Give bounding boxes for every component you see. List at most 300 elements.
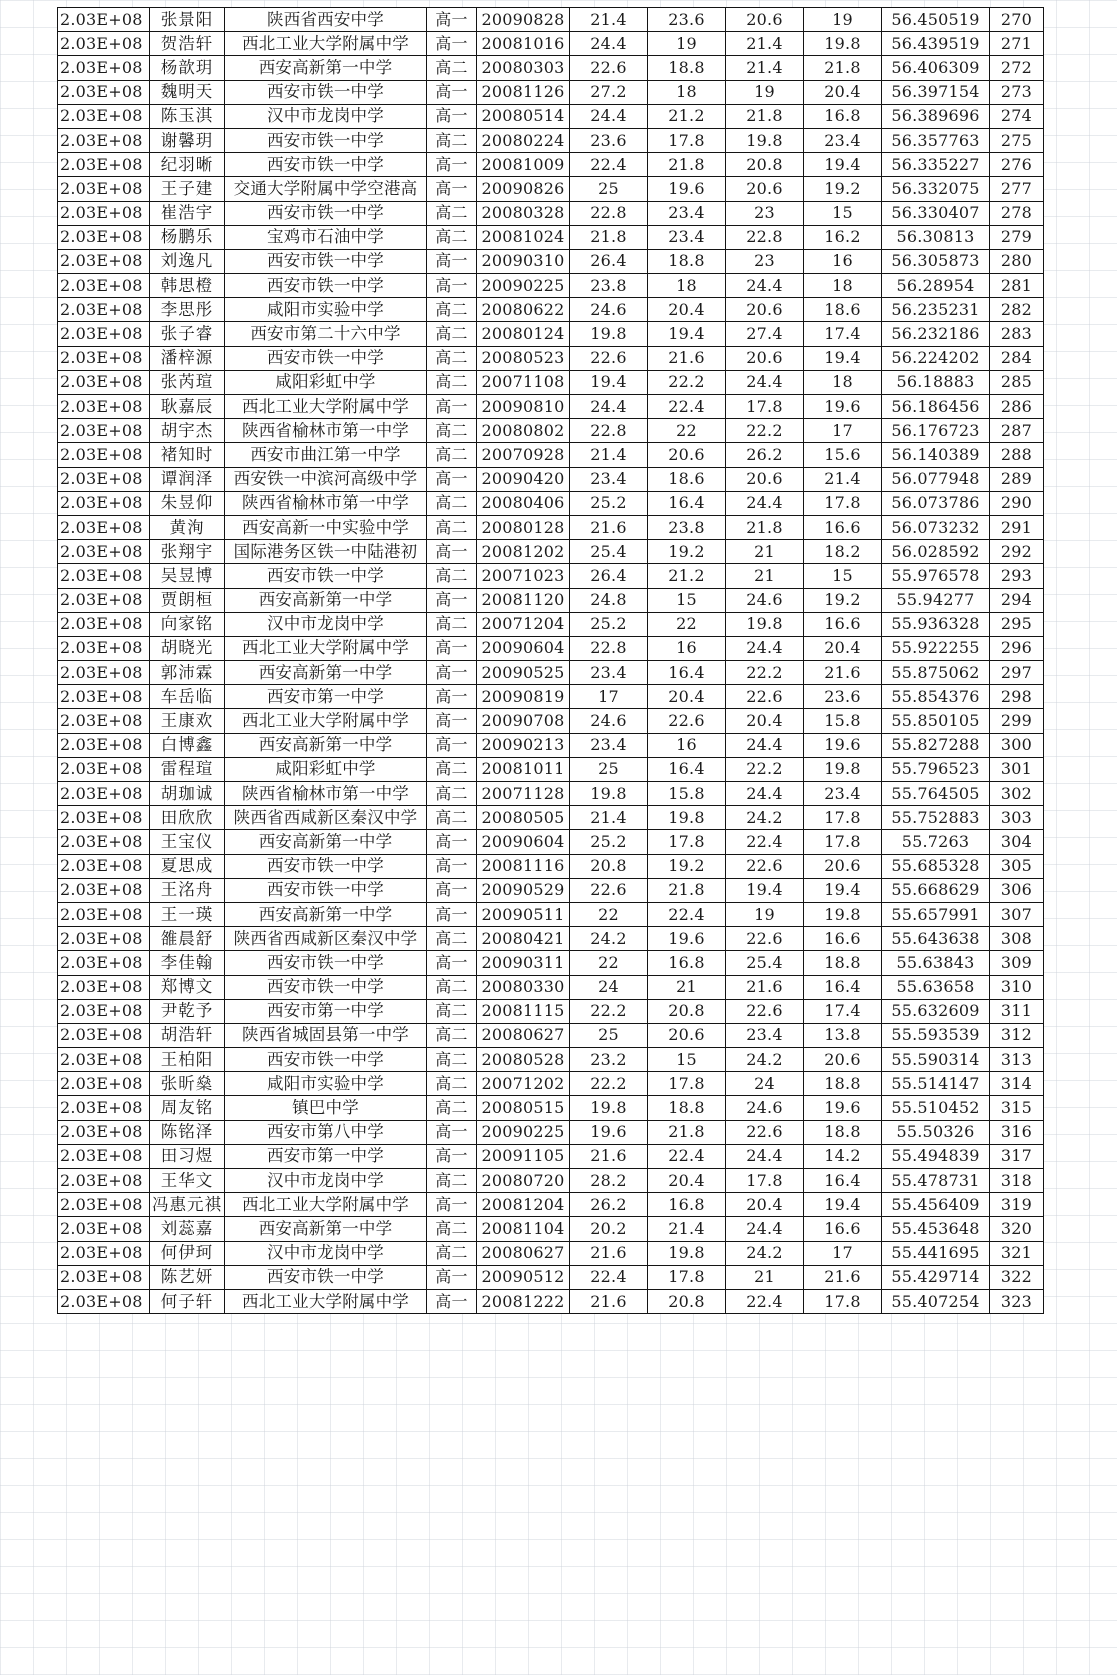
id-cell: 2.03E+08: [58, 709, 150, 733]
birthdate-cell: 20080505: [477, 806, 570, 830]
score-3-cell: 24.4: [726, 782, 804, 806]
rank-cell: 283: [990, 322, 1044, 346]
score-1-cell: 27.2: [570, 80, 648, 104]
school-cell: 西北工业大学附属中学: [225, 709, 427, 733]
name-cell: 车岳临: [150, 685, 225, 709]
school-cell: 陕西省西咸新区秦汉中学: [225, 927, 427, 951]
birthdate-cell: 20090310: [477, 249, 570, 273]
score-1-cell: 23.6: [570, 128, 648, 152]
school-cell: 陕西省榆林市第一中学: [225, 419, 427, 443]
score-4-cell: 23.6: [804, 685, 882, 709]
total-score-cell: 55.850105: [882, 709, 990, 733]
rank-cell: 280: [990, 249, 1044, 273]
name-cell: 张芮瑄: [150, 370, 225, 394]
total-score-cell: 55.453648: [882, 1217, 990, 1241]
rank-cell: 306: [990, 878, 1044, 902]
score-4-cell: 16.6: [804, 927, 882, 951]
score-2-cell: 18: [648, 80, 726, 104]
score-1-cell: 24: [570, 975, 648, 999]
score-3-cell: 21: [726, 564, 804, 588]
total-score-cell: 56.140389: [882, 443, 990, 467]
name-cell: 杨歆玥: [150, 56, 225, 80]
score-1-cell: 22.8: [570, 201, 648, 225]
rank-cell: 291: [990, 515, 1044, 539]
school-cell: 西安市铁一中学: [225, 153, 427, 177]
total-score-cell: 56.073786: [882, 491, 990, 515]
table-row: [58, 153, 1044, 177]
name-cell: 夏思成: [150, 854, 225, 878]
birthdate-cell: 20081116: [477, 854, 570, 878]
rank-cell: 271: [990, 32, 1044, 56]
table-row: [58, 636, 1044, 660]
grade-cell: 高一: [427, 709, 477, 733]
name-cell: 雷程瑄: [150, 757, 225, 781]
id-cell: 2.03E+08: [58, 1072, 150, 1096]
name-cell: 谢馨玥: [150, 128, 225, 152]
score-2-cell: 18.8: [648, 1096, 726, 1120]
score-2-cell: 19.6: [648, 177, 726, 201]
birthdate-cell: 20081016: [477, 32, 570, 56]
score-4-cell: 16.4: [804, 1169, 882, 1193]
birthdate-cell: 20081009: [477, 153, 570, 177]
total-score-cell: 56.330407: [882, 201, 990, 225]
grade-cell: 高二: [427, 1096, 477, 1120]
score-1-cell: 23.4: [570, 467, 648, 491]
score-2-cell: 16.4: [648, 757, 726, 781]
score-2-cell: 21.6: [648, 346, 726, 370]
id-cell: 2.03E+08: [58, 225, 150, 249]
score-2-cell: 23.4: [648, 225, 726, 249]
total-score-cell: 55.632609: [882, 999, 990, 1023]
score-2-cell: 16: [648, 733, 726, 757]
score-2-cell: 21.4: [648, 1217, 726, 1241]
total-score-cell: 56.397154: [882, 80, 990, 104]
total-score-cell: 56.30813: [882, 225, 990, 249]
grade-cell: 高一: [427, 902, 477, 926]
table-row: [58, 902, 1044, 926]
school-cell: 西北工业大学附属中学: [225, 1289, 427, 1313]
name-cell: 王一瑛: [150, 902, 225, 926]
score-3-cell: 19: [726, 902, 804, 926]
score-2-cell: 15.8: [648, 782, 726, 806]
birthdate-cell: 20081120: [477, 588, 570, 612]
birthdate-cell: 20071204: [477, 612, 570, 636]
score-2-cell: 22: [648, 612, 726, 636]
score-1-cell: 22.2: [570, 999, 648, 1023]
rank-cell: 284: [990, 346, 1044, 370]
table-row: [58, 757, 1044, 781]
birthdate-cell: 20080421: [477, 927, 570, 951]
id-cell: 2.03E+08: [58, 177, 150, 201]
score-1-cell: 26.4: [570, 249, 648, 273]
id-cell: 2.03E+08: [58, 1144, 150, 1168]
id-cell: 2.03E+08: [58, 443, 150, 467]
score-3-cell: 19.8: [726, 128, 804, 152]
score-4-cell: 20.6: [804, 1048, 882, 1072]
score-2-cell: 21: [648, 975, 726, 999]
table-row: [58, 322, 1044, 346]
score-3-cell: 24.6: [726, 588, 804, 612]
score-2-cell: 23.8: [648, 515, 726, 539]
school-cell: 汉中市龙岗中学: [225, 104, 427, 128]
birthdate-cell: 20081204: [477, 1193, 570, 1217]
rank-cell: 298: [990, 685, 1044, 709]
rank-cell: 274: [990, 104, 1044, 128]
rank-cell: 314: [990, 1072, 1044, 1096]
score-1-cell: 26.2: [570, 1193, 648, 1217]
table-row: [58, 443, 1044, 467]
school-cell: 交通大学附属中学空港高: [225, 177, 427, 201]
school-cell: 陕西省西安中学: [225, 8, 427, 32]
table-row: [58, 128, 1044, 152]
score-1-cell: 22.4: [570, 1265, 648, 1289]
birthdate-cell: 20071108: [477, 370, 570, 394]
grade-cell: 高二: [427, 612, 477, 636]
school-cell: 西安市曲江第一中学: [225, 443, 427, 467]
score-4-cell: 17.8: [804, 491, 882, 515]
total-score-cell: 55.478731: [882, 1169, 990, 1193]
score-4-cell: 15.6: [804, 443, 882, 467]
grade-cell: 高二: [427, 1072, 477, 1096]
score-1-cell: 19.8: [570, 1096, 648, 1120]
score-1-cell: 24.6: [570, 709, 648, 733]
school-cell: 西北工业大学附属中学: [225, 636, 427, 660]
score-4-cell: 17.8: [804, 1289, 882, 1313]
school-cell: 汉中市龙岗中学: [225, 612, 427, 636]
school-cell: 咸阳市实验中学: [225, 1072, 427, 1096]
birthdate-cell: 20070928: [477, 443, 570, 467]
score-2-cell: 19.2: [648, 540, 726, 564]
grade-cell: 高二: [427, 782, 477, 806]
grade-cell: 高一: [427, 854, 477, 878]
birthdate-cell: 20081222: [477, 1289, 570, 1313]
table-row: [58, 1048, 1044, 1072]
school-cell: 陕西省榆林市第一中学: [225, 782, 427, 806]
total-score-cell: 56.224202: [882, 346, 990, 370]
name-cell: 胡珈诚: [150, 782, 225, 806]
total-score-cell: 56.18883: [882, 370, 990, 394]
score-1-cell: 22: [570, 902, 648, 926]
score-2-cell: 23.4: [648, 201, 726, 225]
total-score-cell: 55.94277: [882, 588, 990, 612]
birthdate-cell: 20081126: [477, 80, 570, 104]
birthdate-cell: 20080303: [477, 56, 570, 80]
name-cell: 张景阳: [150, 8, 225, 32]
total-score-cell: 55.936328: [882, 612, 990, 636]
score-1-cell: 24.8: [570, 588, 648, 612]
name-cell: 贺浩轩: [150, 32, 225, 56]
school-cell: 西安市铁一中学: [225, 951, 427, 975]
name-cell: 褚知时: [150, 443, 225, 467]
rank-cell: 295: [990, 612, 1044, 636]
score-3-cell: 23: [726, 249, 804, 273]
grade-cell: 高一: [427, 733, 477, 757]
name-cell: 黄洵: [150, 515, 225, 539]
score-2-cell: 17.8: [648, 1072, 726, 1096]
birthdate-cell: 20090512: [477, 1265, 570, 1289]
id-cell: 2.03E+08: [58, 588, 150, 612]
name-cell: 张翔宇: [150, 540, 225, 564]
name-cell: 胡晓光: [150, 636, 225, 660]
grade-cell: 高二: [427, 515, 477, 539]
school-cell: 西安高新第一中学: [225, 902, 427, 926]
score-3-cell: 20.6: [726, 177, 804, 201]
total-score-cell: 55.827288: [882, 733, 990, 757]
total-score-cell: 55.643638: [882, 927, 990, 951]
name-cell: 谭润泽: [150, 467, 225, 491]
grade-cell: 高一: [427, 1265, 477, 1289]
score-1-cell: 19.8: [570, 322, 648, 346]
score-4-cell: 17.4: [804, 322, 882, 346]
table-row: [58, 1144, 1044, 1168]
table-row: [58, 733, 1044, 757]
birthdate-cell: 20090604: [477, 830, 570, 854]
score-3-cell: 24.4: [726, 370, 804, 394]
score-3-cell: 24.4: [726, 733, 804, 757]
score-1-cell: 25.2: [570, 491, 648, 515]
id-cell: 2.03E+08: [58, 1023, 150, 1047]
name-cell: 刘逸凡: [150, 249, 225, 273]
school-cell: 西安铁一中滨河高级中学: [225, 467, 427, 491]
table-row: [58, 1289, 1044, 1313]
school-cell: 汉中市龙岗中学: [225, 1241, 427, 1265]
total-score-cell: 55.752883: [882, 806, 990, 830]
score-2-cell: 15: [648, 588, 726, 612]
score-1-cell: 24.4: [570, 104, 648, 128]
score-4-cell: 18: [804, 274, 882, 298]
score-2-cell: 16.8: [648, 951, 726, 975]
school-cell: 西安市铁一中学: [225, 1265, 427, 1289]
rank-cell: 320: [990, 1217, 1044, 1241]
score-2-cell: 16.8: [648, 1193, 726, 1217]
rank-cell: 286: [990, 395, 1044, 419]
score-3-cell: 24.4: [726, 1217, 804, 1241]
rank-cell: 294: [990, 588, 1044, 612]
score-1-cell: 21.6: [570, 1241, 648, 1265]
score-3-cell: 24.4: [726, 636, 804, 660]
rank-cell: 310: [990, 975, 1044, 999]
score-2-cell: 20.4: [648, 685, 726, 709]
birthdate-cell: 20090708: [477, 709, 570, 733]
grade-cell: 高二: [427, 757, 477, 781]
score-3-cell: 20.6: [726, 467, 804, 491]
grade-cell: 高一: [427, 588, 477, 612]
birthdate-cell: 20090213: [477, 733, 570, 757]
birthdate-cell: 20080627: [477, 1241, 570, 1265]
table-row: [58, 515, 1044, 539]
grade-cell: 高二: [427, 491, 477, 515]
score-3-cell: 23.4: [726, 1023, 804, 1047]
grade-cell: 高一: [427, 830, 477, 854]
table-row: [58, 1217, 1044, 1241]
name-cell: 韩思橙: [150, 274, 225, 298]
score-1-cell: 24.4: [570, 395, 648, 419]
table-row: [58, 56, 1044, 80]
rank-cell: 293: [990, 564, 1044, 588]
score-3-cell: 21: [726, 540, 804, 564]
total-score-cell: 55.590314: [882, 1048, 990, 1072]
grade-cell: 高一: [427, 1289, 477, 1313]
score-3-cell: 20.6: [726, 346, 804, 370]
school-cell: 西安市铁一中学: [225, 346, 427, 370]
school-cell: 西安市铁一中学: [225, 80, 427, 104]
name-cell: 郑博文: [150, 975, 225, 999]
score-4-cell: 23.4: [804, 782, 882, 806]
score-3-cell: 24.4: [726, 1144, 804, 1168]
table-row: [58, 830, 1044, 854]
table-row: [58, 80, 1044, 104]
grade-cell: 高二: [427, 128, 477, 152]
rank-cell: 313: [990, 1048, 1044, 1072]
score-2-cell: 20.4: [648, 298, 726, 322]
rank-cell: 278: [990, 201, 1044, 225]
name-cell: 雒晨舒: [150, 927, 225, 951]
score-4-cell: 17.4: [804, 999, 882, 1023]
score-3-cell: 24.2: [726, 806, 804, 830]
total-score-cell: 56.406309: [882, 56, 990, 80]
rank-cell: 277: [990, 177, 1044, 201]
score-1-cell: 17: [570, 685, 648, 709]
birthdate-cell: 20090826: [477, 177, 570, 201]
score-3-cell: 19.8: [726, 612, 804, 636]
id-cell: 2.03E+08: [58, 661, 150, 685]
total-score-cell: 55.429714: [882, 1265, 990, 1289]
rank-cell: 292: [990, 540, 1044, 564]
score-1-cell: 22.2: [570, 1072, 648, 1096]
id-cell: 2.03E+08: [58, 564, 150, 588]
rank-cell: 303: [990, 806, 1044, 830]
grade-cell: 高二: [427, 564, 477, 588]
id-cell: 2.03E+08: [58, 927, 150, 951]
school-cell: 咸阳彩虹中学: [225, 757, 427, 781]
score-4-cell: 18.8: [804, 1072, 882, 1096]
birthdate-cell: 20090525: [477, 661, 570, 685]
score-3-cell: 24: [726, 1072, 804, 1096]
score-1-cell: 22.6: [570, 346, 648, 370]
total-score-cell: 56.439519: [882, 32, 990, 56]
score-4-cell: 19.4: [804, 346, 882, 370]
score-4-cell: 21.6: [804, 661, 882, 685]
id-cell: 2.03E+08: [58, 1289, 150, 1313]
id-cell: 2.03E+08: [58, 757, 150, 781]
table-row: [58, 927, 1044, 951]
grade-cell: 高二: [427, 298, 477, 322]
score-4-cell: 15: [804, 201, 882, 225]
score-2-cell: 21.2: [648, 564, 726, 588]
id-cell: 2.03E+08: [58, 80, 150, 104]
grade-cell: 高二: [427, 1169, 477, 1193]
score-1-cell: 26.4: [570, 564, 648, 588]
name-cell: 崔浩宇: [150, 201, 225, 225]
name-cell: 陈铭泽: [150, 1120, 225, 1144]
total-score-cell: 55.875062: [882, 661, 990, 685]
name-cell: 王华文: [150, 1169, 225, 1193]
school-cell: 咸阳市实验中学: [225, 298, 427, 322]
rank-cell: 322: [990, 1265, 1044, 1289]
grade-cell: 高二: [427, 806, 477, 830]
school-cell: 西安市第二十六中学: [225, 322, 427, 346]
score-1-cell: 23.8: [570, 274, 648, 298]
rank-cell: 289: [990, 467, 1044, 491]
school-cell: 西安市铁一中学: [225, 274, 427, 298]
score-3-cell: 27.4: [726, 322, 804, 346]
table-row: [58, 177, 1044, 201]
school-cell: 宝鸡市石油中学: [225, 225, 427, 249]
score-1-cell: 25.2: [570, 612, 648, 636]
id-cell: 2.03E+08: [58, 346, 150, 370]
score-2-cell: 20.8: [648, 999, 726, 1023]
score-2-cell: 16.4: [648, 661, 726, 685]
school-cell: 西安市铁一中学: [225, 128, 427, 152]
score-4-cell: 19: [804, 8, 882, 32]
id-cell: 2.03E+08: [58, 1169, 150, 1193]
score-4-cell: 19.6: [804, 733, 882, 757]
table-row: [58, 491, 1044, 515]
total-score-cell: 56.028592: [882, 540, 990, 564]
school-cell: 陕西省西咸新区秦汉中学: [225, 806, 427, 830]
grade-cell: 高一: [427, 274, 477, 298]
id-cell: 2.03E+08: [58, 733, 150, 757]
name-cell: 耿嘉辰: [150, 395, 225, 419]
score-2-cell: 15: [648, 1048, 726, 1072]
score-3-cell: 21.4: [726, 32, 804, 56]
score-4-cell: 20.6: [804, 854, 882, 878]
id-cell: 2.03E+08: [58, 153, 150, 177]
rank-cell: 300: [990, 733, 1044, 757]
birthdate-cell: 20071202: [477, 1072, 570, 1096]
grade-cell: 高一: [427, 1120, 477, 1144]
score-1-cell: 25.2: [570, 830, 648, 854]
school-cell: 西安市第一中学: [225, 685, 427, 709]
rank-cell: 317: [990, 1144, 1044, 1168]
id-cell: 2.03E+08: [58, 104, 150, 128]
rank-cell: 276: [990, 153, 1044, 177]
school-cell: 汉中市龙岗中学: [225, 1169, 427, 1193]
total-score-cell: 55.63658: [882, 975, 990, 999]
rank-cell: 296: [990, 636, 1044, 660]
total-score-cell: 55.456409: [882, 1193, 990, 1217]
score-2-cell: 17.8: [648, 128, 726, 152]
score-3-cell: 25.4: [726, 951, 804, 975]
score-2-cell: 18: [648, 274, 726, 298]
rank-cell: 299: [990, 709, 1044, 733]
score-3-cell: 17.8: [726, 1169, 804, 1193]
rank-cell: 304: [990, 830, 1044, 854]
table-row: [58, 806, 1044, 830]
score-3-cell: 20.4: [726, 709, 804, 733]
id-cell: 2.03E+08: [58, 8, 150, 32]
score-2-cell: 22.2: [648, 370, 726, 394]
school-cell: 西安高新第一中学: [225, 830, 427, 854]
table-row: [58, 588, 1044, 612]
score-1-cell: 21.6: [570, 515, 648, 539]
name-cell: 吴昱博: [150, 564, 225, 588]
total-score-cell: 56.186456: [882, 395, 990, 419]
total-score-cell: 55.510452: [882, 1096, 990, 1120]
score-3-cell: 22.6: [726, 685, 804, 709]
grade-cell: 高一: [427, 636, 477, 660]
grade-cell: 高一: [427, 467, 477, 491]
score-2-cell: 21.8: [648, 153, 726, 177]
id-cell: 2.03E+08: [58, 902, 150, 926]
birthdate-cell: 20090225: [477, 274, 570, 298]
id-cell: 2.03E+08: [58, 515, 150, 539]
birthdate-cell: 20090311: [477, 951, 570, 975]
id-cell: 2.03E+08: [58, 1096, 150, 1120]
total-score-cell: 56.176723: [882, 419, 990, 443]
score-1-cell: 23.2: [570, 1048, 648, 1072]
score-3-cell: 20.6: [726, 8, 804, 32]
